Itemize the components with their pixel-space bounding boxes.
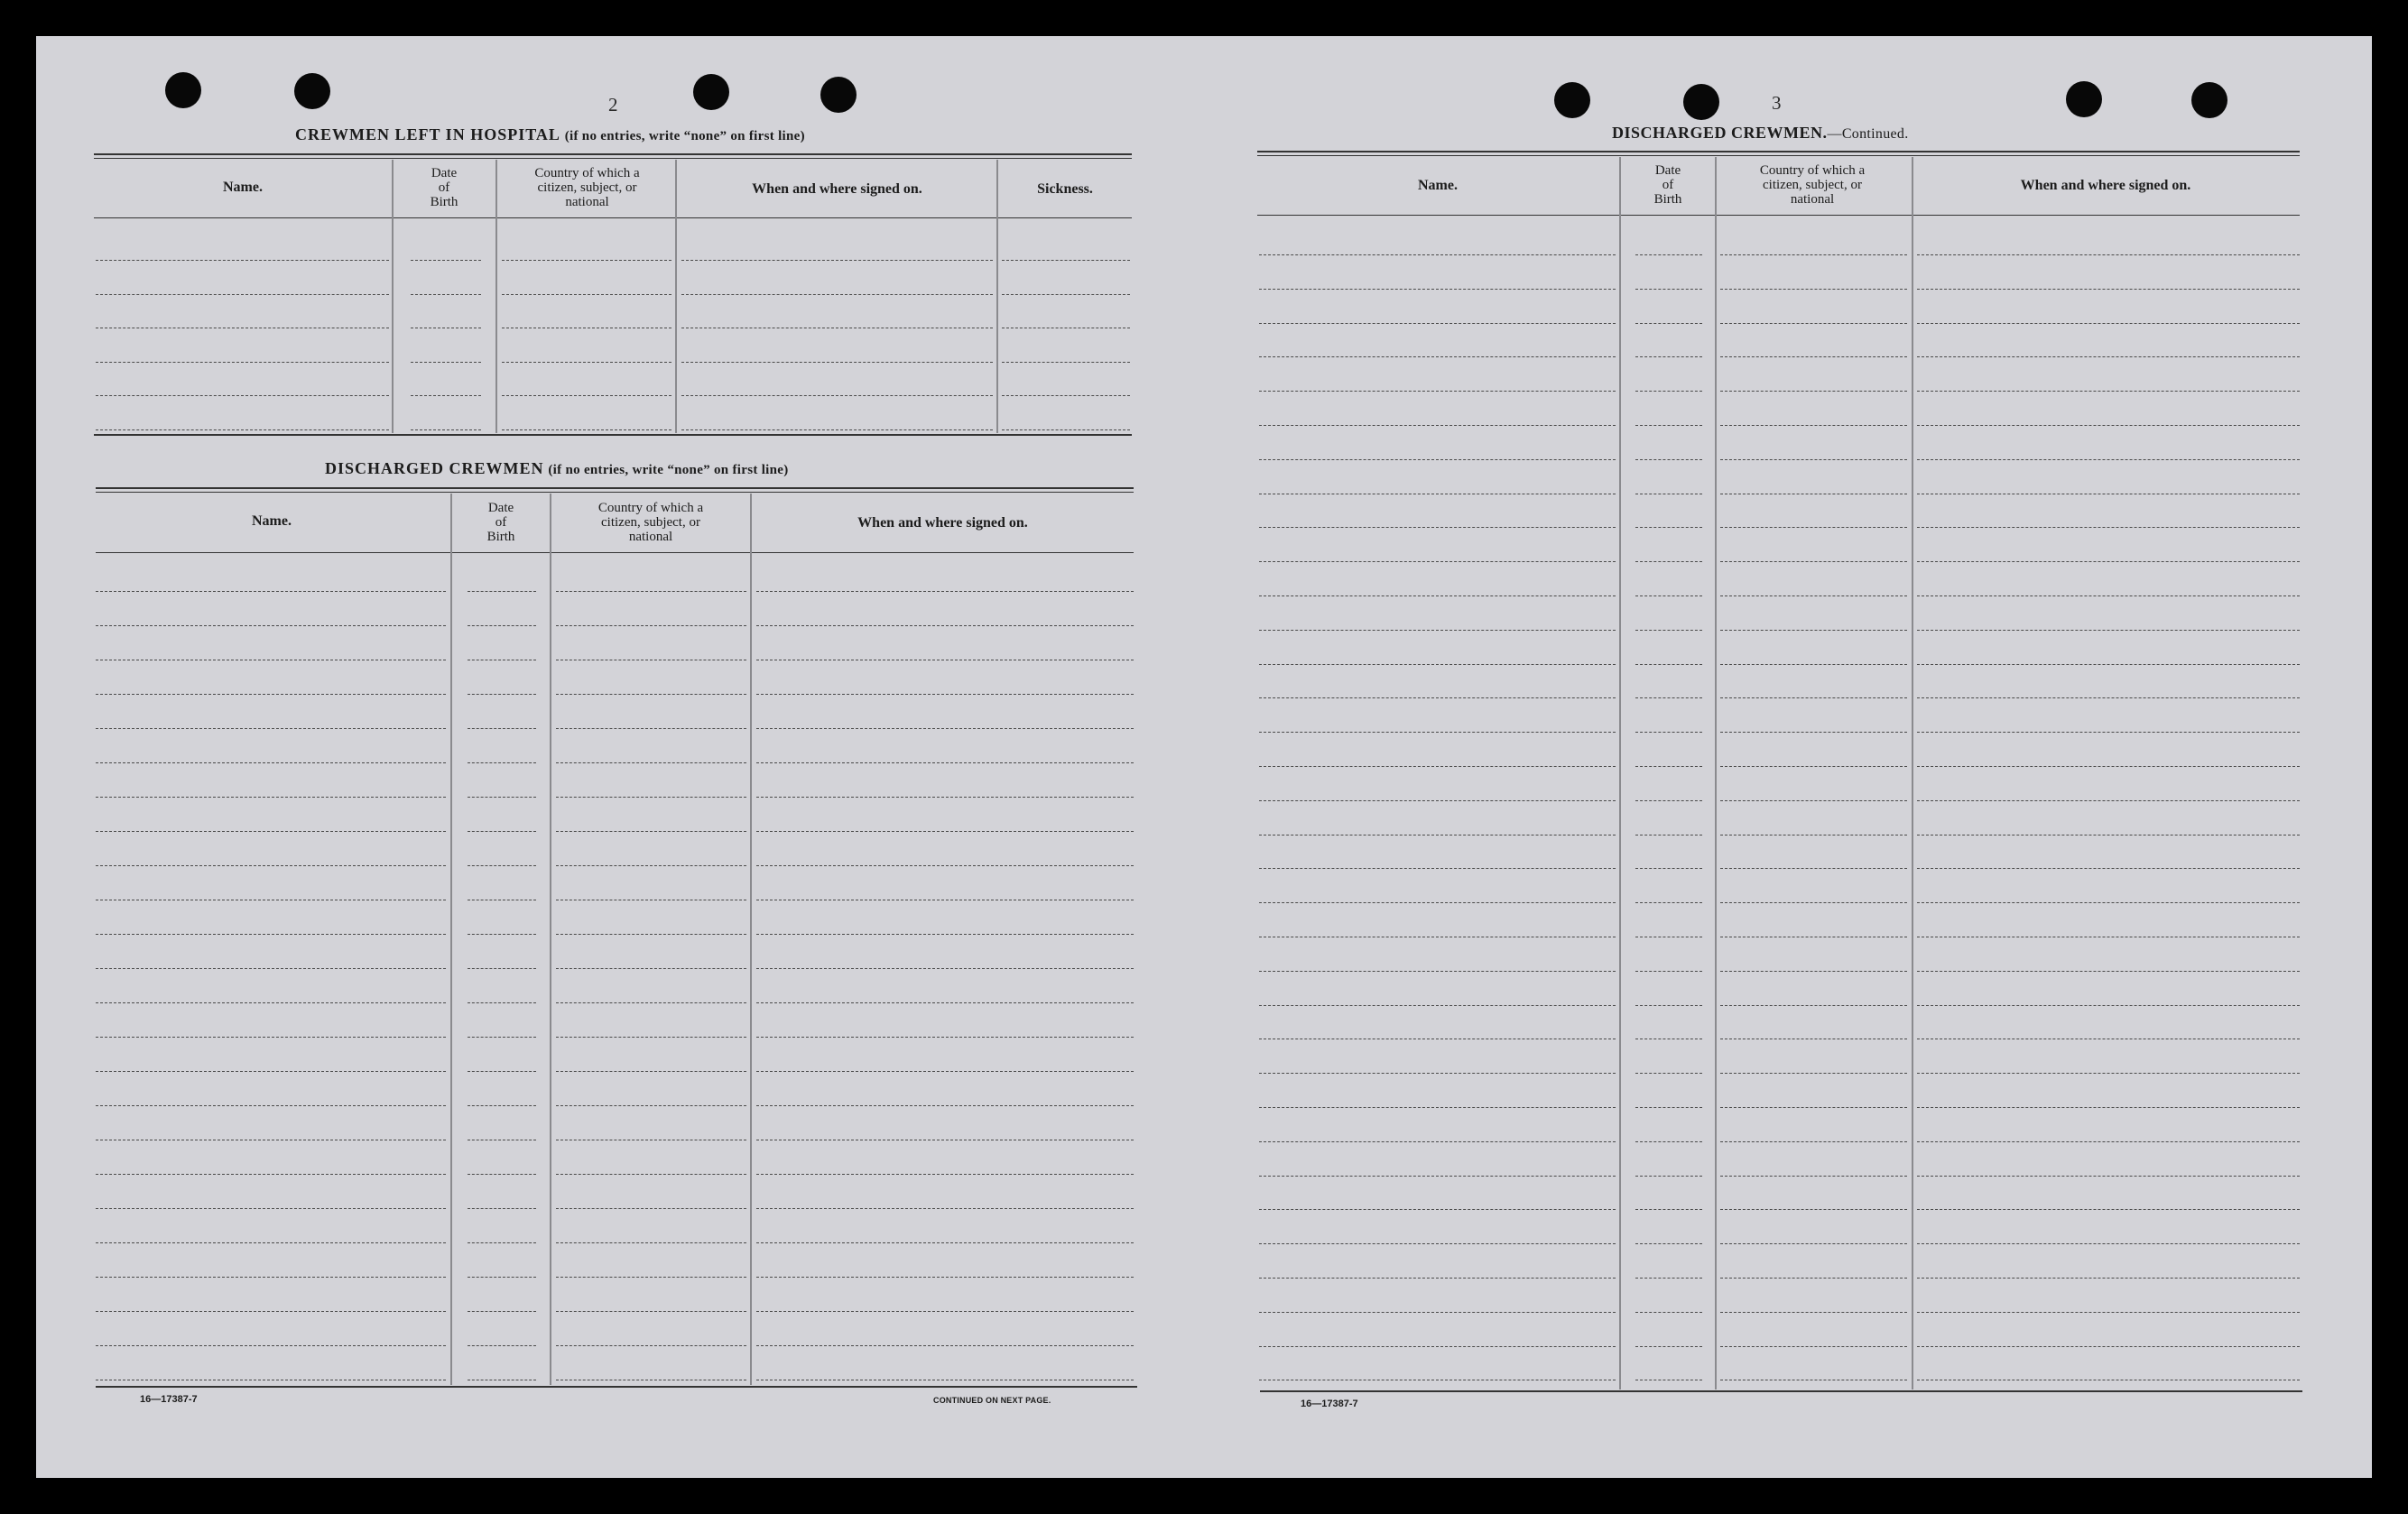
right-discharged-entry-line [1917, 971, 2300, 972]
discharged-divider-2 [550, 494, 551, 1385]
discharged-entry-line [556, 762, 746, 763]
hospital-col-signed-on: When and where signed on. [752, 181, 922, 197]
right-discharged-entry-line [1635, 1209, 1702, 1210]
right-discharged-entry-line [1917, 766, 2300, 767]
right-discharged-entry-line [1917, 595, 2300, 596]
right-discharged-entry-line [1917, 1243, 2300, 1244]
discharged-entry-line [96, 797, 446, 798]
right-discharged-entry-line [1917, 1209, 2300, 1210]
right-discharged-entry-line [1720, 1209, 1907, 1210]
right-top-rule [1257, 151, 2300, 152]
hospital-entry-line [411, 429, 481, 430]
discharged-entry-line [96, 1277, 446, 1278]
form-paper [36, 36, 2372, 1478]
right-discharged-entry-line [1720, 1346, 1907, 1347]
punch-hole-8 [2191, 82, 2227, 118]
hospital-divider-1 [392, 160, 394, 433]
punch-hole-2 [294, 73, 330, 109]
right-discharged-entry-line [1635, 289, 1702, 290]
right-discharged-entry-line [1917, 323, 2300, 324]
discharged-entry-line [556, 1105, 746, 1106]
hospital-divider-3 [675, 160, 677, 433]
discharged-entry-line [556, 1242, 746, 1243]
right-discharged-entry-line [1635, 527, 1702, 528]
right-discharged-entry-line [1259, 766, 1616, 767]
right-discharged-entry-line [1635, 561, 1702, 562]
discharged-entry-line [468, 762, 536, 763]
hospital-entry-line [502, 294, 671, 295]
right-discharged-entry-line [1635, 1346, 1702, 1347]
discharged-entry-line [756, 762, 1134, 763]
right-divider-2 [1715, 157, 1717, 1389]
discharged-entry-line [96, 591, 446, 592]
discharged-entry-line [756, 1002, 1134, 1003]
hospital-entry-line [96, 294, 389, 295]
right-discharged-entry-line [1917, 1073, 2300, 1074]
right-discharged-entry-line [1635, 391, 1702, 392]
hospital-col-name: Name. [223, 180, 263, 195]
continued-on-next-page: CONTINUED ON NEXT PAGE. [933, 1396, 1051, 1405]
right-discharged-entry-line [1720, 1141, 1907, 1142]
discharged-entry-line [756, 968, 1134, 969]
discharged-entry-line [468, 728, 536, 729]
right-discharged-entry-line [1259, 289, 1616, 290]
discharged-entry-line [468, 1208, 536, 1209]
right-continued-text: —Continued. [1827, 126, 1909, 142]
discharged-entry-line [556, 1311, 746, 1312]
right-discharged-entry-line [1720, 527, 1907, 528]
right-discharged-entry-line [1917, 630, 2300, 631]
discharged-entry-line [556, 934, 746, 935]
hospital-col-dob: Date of Birth [430, 166, 458, 209]
right-discharged-entry-line [1720, 561, 1907, 562]
right-discharged-entry-line [1635, 459, 1702, 460]
discharged-col-country: Country of which a citizen, subject, or national [597, 501, 704, 544]
right-discharged-entry-line [1635, 1005, 1702, 1006]
discharged-entry-line [96, 1208, 446, 1209]
discharged-entry-line [756, 1242, 1134, 1243]
right-discharged-entry-line [1917, 1176, 2300, 1177]
hospital-section-title [295, 125, 805, 144]
hospital-entry-line [96, 429, 389, 430]
discharged-divider-1 [450, 494, 452, 1385]
discharged-entry-line [556, 831, 746, 832]
right-discharged-entry-line [1917, 1107, 2300, 1108]
right-col-country: Country of which a citizen, subject, or national [1759, 163, 1866, 207]
discharged-entry-line [468, 1174, 536, 1175]
discharged-entry-line [96, 1037, 446, 1038]
discharged-entry-line [96, 1311, 446, 1312]
hospital-entry-line [1002, 429, 1130, 430]
right-discharged-entry-line [1720, 289, 1907, 290]
discharged-top-rule-2 [96, 492, 1134, 493]
right-discharged-entry-line [1917, 527, 2300, 528]
hospital-entry-line [681, 395, 993, 396]
right-discharged-entry-line [1720, 766, 1907, 767]
right-discharged-entry-line [1635, 1243, 1702, 1244]
right-discharged-entry-line [1259, 630, 1616, 631]
right-discharged-entry-line [1259, 527, 1616, 528]
right-discharged-entry-line [1635, 1073, 1702, 1074]
right-discharged-entry-line [1917, 1346, 2300, 1347]
discharged-entry-line [756, 1071, 1134, 1072]
discharged-entry-line [756, 625, 1134, 626]
hospital-entry-line [96, 260, 389, 261]
discharged-entry-line [468, 1071, 536, 1072]
right-discharged-entry-line [1720, 1073, 1907, 1074]
discharged-entry-line [96, 934, 446, 935]
right-discharged-entry-line [1720, 1278, 1907, 1279]
hospital-bottom-rule [94, 434, 1132, 436]
right-discharged-entry-line [1259, 595, 1616, 596]
hospital-entry-line [1002, 362, 1130, 363]
right-discharged-entry-line [1259, 459, 1616, 460]
right-discharged-entry-line [1259, 868, 1616, 869]
right-discharged-entry-line [1259, 732, 1616, 733]
right-discharged-entry-line [1259, 971, 1616, 972]
punch-hole-4 [820, 77, 857, 113]
discharged-entry-line [556, 968, 746, 969]
discharged-entry-line [756, 1208, 1134, 1209]
punch-hole-3 [693, 74, 729, 110]
discharged-entry-line [556, 625, 746, 626]
right-discharged-entry-line [1720, 1312, 1907, 1313]
discharged-bottom-rule [96, 1386, 1137, 1388]
right-discharged-entry-line [1259, 1278, 1616, 1279]
discharged-entry-line [756, 1037, 1134, 1038]
discharged-entry-line [96, 968, 446, 969]
discharged-entry-line [556, 1071, 746, 1072]
right-discharged-entry-line [1720, 391, 1907, 392]
right-discharged-entry-line [1917, 289, 2300, 290]
discharged-entry-line [756, 1105, 1134, 1106]
discharged-entry-line [556, 1174, 746, 1175]
right-discharged-entry-line [1635, 254, 1702, 255]
discharged-entry-line [756, 934, 1134, 935]
right-discharged-entry-line [1635, 1141, 1702, 1142]
discharged-entry-line [96, 1174, 446, 1175]
right-discharged-entry-line [1635, 732, 1702, 733]
right-header-rule [1257, 215, 2300, 216]
right-discharged-entry-line [1259, 391, 1616, 392]
right-discharged-entry-line [1635, 1278, 1702, 1279]
right-discharged-entry-line [1635, 868, 1702, 869]
right-discharged-entry-line [1720, 902, 1907, 903]
discharged-entry-line [468, 591, 536, 592]
right-discharged-entry-line [1259, 254, 1616, 255]
right-discharged-entry-line [1917, 800, 2300, 801]
hospital-entry-line [681, 362, 993, 363]
hospital-entry-line [96, 362, 389, 363]
right-discharged-entry-line [1259, 1073, 1616, 1074]
punch-hole-7 [2066, 81, 2102, 117]
left-page-number: 2 [608, 94, 618, 115]
discharged-entry-line [468, 968, 536, 969]
discharged-entry-line [96, 1071, 446, 1072]
discharged-entry-line [556, 1002, 746, 1003]
discharged-entry-line [556, 797, 746, 798]
right-discharged-entry-line [1720, 732, 1907, 733]
discharged-entry-line [468, 934, 536, 935]
discharged-entry-line [556, 1277, 746, 1278]
right-discharged-entry-line [1635, 1107, 1702, 1108]
right-discharged-entry-line [1720, 356, 1907, 357]
discharged-entry-line [468, 797, 536, 798]
right-discharged-entry-line [1635, 902, 1702, 903]
discharged-entry-line [756, 797, 1134, 798]
right-discharged-entry-line [1917, 868, 2300, 869]
right-discharged-entry-line [1635, 664, 1702, 665]
discharged-entry-line [96, 1002, 446, 1003]
discharged-title-text: DISCHARGED CREWMEN [325, 459, 544, 477]
discharged-entry-line [756, 694, 1134, 695]
discharged-entry-line [468, 1277, 536, 1278]
right-discharged-entry-line [1917, 1278, 2300, 1279]
hospital-entry-line [1002, 294, 1130, 295]
hospital-entry-line [502, 260, 671, 261]
right-discharged-entry-line [1917, 356, 2300, 357]
punch-hole-1 [165, 72, 201, 108]
right-discharged-entry-line [1720, 323, 1907, 324]
hospital-title-text: CREWMEN LEFT IN HOSPITAL [295, 125, 560, 143]
hospital-entry-line [411, 395, 481, 396]
right-discharged-entry-line [1635, 630, 1702, 631]
right-discharged-entry-line [1917, 561, 2300, 562]
discharged-entry-line [468, 1311, 536, 1312]
discharged-entry-line [756, 1277, 1134, 1278]
hospital-entry-line [1002, 395, 1130, 396]
right-discharged-entry-line [1635, 1176, 1702, 1177]
hospital-col-country: Country of which a citizen, subject, or national [534, 166, 640, 209]
right-discharged-entry-line [1720, 1176, 1907, 1177]
discharged-entry-line [556, 728, 746, 729]
discharged-col-dob: Date of Birth [486, 501, 515, 544]
right-discharged-entry-line [1635, 971, 1702, 972]
discharged-entry-line [468, 1345, 536, 1346]
discharged-entry-line [556, 1037, 746, 1038]
hospital-entry-line [681, 260, 993, 261]
right-discharged-entry-line [1259, 1346, 1616, 1347]
discharged-entry-line [556, 694, 746, 695]
discharged-entry-line [468, 1002, 536, 1003]
right-discharged-entry-line [1259, 1209, 1616, 1210]
punch-hole-5 [1554, 82, 1590, 118]
right-discharged-entry-line [1259, 323, 1616, 324]
discharged-entry-line [96, 1105, 446, 1106]
right-discharged-entry-line [1635, 356, 1702, 357]
hospital-top-rule-2 [94, 158, 1132, 159]
hospital-entry-line [502, 395, 671, 396]
discharged-entry-line [756, 728, 1134, 729]
right-discharged-entry-line [1259, 561, 1616, 562]
right-discharged-entry-line [1720, 664, 1907, 665]
discharged-entry-line [556, 1345, 746, 1346]
discharged-entry-line [96, 831, 446, 832]
right-discharged-entry-line [1720, 800, 1907, 801]
right-discharged-entry-line [1720, 630, 1907, 631]
punch-hole-6 [1683, 84, 1719, 120]
right-discharged-entry-line [1720, 459, 1907, 460]
discharged-entry-line [468, 1105, 536, 1106]
discharged-entry-line [556, 865, 746, 866]
right-discharged-entry-line [1720, 425, 1907, 426]
right-discharged-entry-line [1917, 254, 2300, 255]
right-discharged-entry-line [1259, 1107, 1616, 1108]
right-bottom-rule [1260, 1390, 2302, 1392]
right-discharged-entry-line [1917, 697, 2300, 698]
right-discharged-entry-line [1635, 697, 1702, 698]
hospital-entry-line [1002, 260, 1130, 261]
hospital-divider-4 [996, 160, 998, 433]
right-discharged-entry-line [1259, 697, 1616, 698]
hospital-entry-line [411, 260, 481, 261]
discharged-col-name: Name. [252, 513, 292, 529]
hospital-entry-line [502, 362, 671, 363]
hospital-col-sickness: Sickness. [1037, 181, 1093, 197]
right-discharged-entry-line [1720, 1243, 1907, 1244]
hospital-entry-line [502, 429, 671, 430]
right-discharged-entry-line [1259, 1005, 1616, 1006]
discharged-section-title [325, 459, 789, 478]
right-discharged-entry-line [1635, 1312, 1702, 1313]
discharged-instruction-text: (if no entries, write “none” on first line) [548, 463, 789, 477]
hospital-entry-line [681, 429, 993, 430]
hospital-divider-2 [495, 160, 497, 433]
discharged-entry-line [468, 865, 536, 866]
right-discharged-entry-line [1917, 425, 2300, 426]
right-discharged-entry-line [1635, 766, 1702, 767]
left-form-number: 16—17387-7 [140, 1394, 198, 1405]
hospital-entry-line [411, 362, 481, 363]
discharged-entry-line [756, 591, 1134, 592]
right-discharged-entry-line [1259, 800, 1616, 801]
discharged-entry-line [468, 694, 536, 695]
right-discharged-entry-line [1259, 425, 1616, 426]
right-discharged-entry-line [1259, 1243, 1616, 1244]
hospital-entry-line [681, 294, 993, 295]
right-col-name: Name. [1418, 178, 1458, 193]
right-discharged-entry-line [1720, 1107, 1907, 1108]
right-discharged-entry-line [1720, 1005, 1907, 1006]
right-divider-3 [1912, 157, 1913, 1389]
discharged-header-rule [96, 552, 1134, 553]
hospital-top-rule [94, 153, 1132, 155]
discharged-top-rule [96, 487, 1134, 489]
discharged-entry-line [556, 591, 746, 592]
right-discharged-entry-line [1720, 697, 1907, 698]
right-discharged-entry-line [1720, 254, 1907, 255]
discharged-entry-line [556, 1208, 746, 1209]
hospital-entry-line [96, 395, 389, 396]
hospital-entry-line [411, 294, 481, 295]
right-form-number: 16—17387-7 [1301, 1399, 1358, 1409]
discharged-entry-line [756, 831, 1134, 832]
discharged-entry-line [468, 1242, 536, 1243]
right-discharged-entry-line [1635, 595, 1702, 596]
right-discharged-entry-line [1917, 664, 2300, 665]
discharged-entry-line [756, 1345, 1134, 1346]
right-discharged-entry-line [1259, 1141, 1616, 1142]
right-section-title [1612, 124, 1909, 143]
right-discharged-entry-line [1635, 800, 1702, 801]
right-discharged-entry-line [1259, 1176, 1616, 1177]
right-col-signed-on: When and where signed on. [2020, 178, 2191, 193]
discharged-entry-line [96, 865, 446, 866]
discharged-entry-line [468, 1037, 536, 1038]
right-discharged-entry-line [1720, 868, 1907, 869]
discharged-entry-line [756, 865, 1134, 866]
right-discharged-entry-line [1635, 323, 1702, 324]
discharged-entry-line [468, 831, 536, 832]
discharged-divider-3 [750, 494, 752, 1385]
right-title-text: DISCHARGED CREWMEN. [1612, 124, 1828, 142]
right-discharged-entry-line [1259, 664, 1616, 665]
discharged-entry-line [96, 625, 446, 626]
right-page-number: 3 [1772, 92, 1782, 114]
hospital-header-rule [94, 217, 1132, 218]
right-discharged-entry-line [1259, 356, 1616, 357]
discharged-entry-line [756, 1174, 1134, 1175]
right-discharged-entry-line [1917, 1005, 2300, 1006]
right-discharged-entry-line [1259, 1312, 1616, 1313]
discharged-entry-line [756, 1311, 1134, 1312]
discharged-entry-line [96, 728, 446, 729]
discharged-entry-line [96, 1242, 446, 1243]
right-discharged-entry-line [1720, 971, 1907, 972]
right-discharged-entry-line [1917, 1312, 2300, 1313]
right-col-dob: Date of Birth [1653, 163, 1682, 207]
right-discharged-entry-line [1259, 902, 1616, 903]
discharged-entry-line [468, 625, 536, 626]
discharged-col-signed-on: When and where signed on. [857, 515, 1028, 531]
right-discharged-entry-line [1917, 391, 2300, 392]
right-discharged-entry-line [1635, 425, 1702, 426]
right-divider-1 [1619, 157, 1621, 1389]
right-discharged-entry-line [1917, 732, 2300, 733]
hospital-instruction-text: (if no entries, write “none” on first line) [564, 129, 805, 143]
discharged-entry-line [96, 694, 446, 695]
right-discharged-entry-line [1917, 902, 2300, 903]
right-discharged-entry-line [1917, 1141, 2300, 1142]
discharged-entry-line [96, 762, 446, 763]
right-top-rule-2 [1257, 155, 2300, 156]
discharged-entry-line [96, 1345, 446, 1346]
right-discharged-entry-line [1720, 595, 1907, 596]
right-discharged-entry-line [1917, 459, 2300, 460]
